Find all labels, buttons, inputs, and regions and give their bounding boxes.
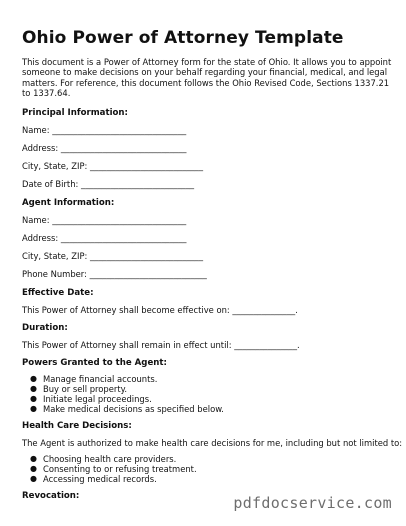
powers-section: [22, 358, 392, 414]
principal-address-field: Address: ______________________________: [22, 143, 187, 154]
list-item: ● Initiate legal proceedings.: [30, 394, 152, 405]
agent-phone-field: Phone Number: ____________________________: [22, 269, 207, 280]
agent-name-field: Name: ________________________________: [22, 215, 187, 226]
agent-address-field: Address: ______________________________: [22, 233, 187, 244]
list-item: ● Buy or sell property.: [30, 384, 128, 395]
list-item: ● Make medical decisions as specified below.: [30, 404, 224, 415]
watermark: pdfdocservice.com: [233, 494, 392, 512]
principal-dob-field: Date of Birth: ___________________________: [22, 179, 195, 190]
powers-heading: Powers Granted to the Agent:: [22, 358, 167, 369]
effective-text: This Power of Attorney shall become effective on: _______________.: [22, 305, 298, 316]
health-section: [22, 421, 403, 485]
bullet-icon: ●: [30, 384, 37, 394]
bullet-icon: ●: [30, 404, 37, 414]
principal-section: [22, 108, 392, 190]
duration-section: [22, 323, 392, 351]
bullet-icon: ●: [30, 394, 37, 404]
intro-paragraph: This document is a Power of Attorney form for the state of Ohio. It allows you to appoint someone to make decisions on your behalf regarding your financial, medical, and legal matters. For reference, this document follows the Ohio Revised Code, Sections 1337.21 to 1337.64.: [22, 57, 392, 98]
document-title: Ohio Power of Attorney Template: [22, 28, 344, 48]
principal-city-field: City, State, ZIP: ___________________________: [22, 161, 204, 172]
principal-name-field: Name: ________________________________: [22, 125, 187, 136]
duration-text: This Power of Attorney shall remain in effect until: _______________.: [22, 340, 300, 351]
list-item: ● Choosing health care providers.: [30, 454, 177, 465]
bullet-icon: ●: [30, 374, 37, 384]
bullet-icon: ●: [30, 474, 37, 484]
agent-heading: Agent Information:: [22, 198, 115, 209]
list-item: ● Consenting to or refusing treatment.: [30, 464, 197, 475]
duration-heading: Duration:: [22, 323, 68, 334]
revocation-heading: Revocation:: [22, 491, 80, 502]
principal-heading: Principal Information:: [22, 108, 128, 119]
health-list: [22, 454, 392, 484]
agent-city-field: City, State, ZIP: ___________________________: [22, 251, 204, 262]
document-page: [22, 27, 403, 502]
list-item: ● Manage financial accounts.: [30, 374, 158, 385]
list-item: ● Accessing medical records.: [30, 474, 157, 485]
effective-section: [22, 288, 392, 316]
powers-list: [22, 374, 392, 414]
health-heading: Health Care Decisions:: [22, 421, 132, 432]
agent-section: [22, 198, 392, 280]
bullet-icon: ●: [30, 454, 37, 464]
bullet-icon: ●: [30, 464, 37, 474]
health-text: The Agent is authorized to make health care decisions for me, including but not limited to:: [22, 438, 403, 449]
effective-heading: Effective Date:: [22, 288, 94, 299]
